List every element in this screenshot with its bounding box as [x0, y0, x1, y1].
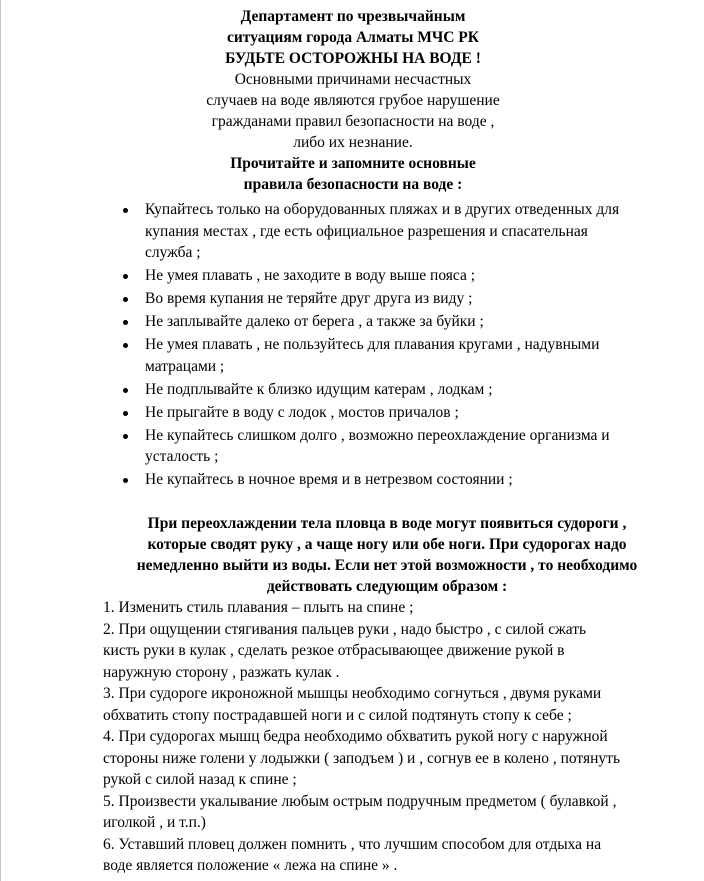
intro-text-line-3: гражданами правил безопасности на воде ,	[211, 113, 495, 130]
organization-name-line-1: Департамент по чрезвычайным	[240, 8, 466, 25]
step-line: 4. При судорогах мышц бедра необходимо обхватить рукой ногу с наружной	[103, 728, 608, 745]
rules-heading-line-2: правила безопасности на воде :	[243, 176, 463, 193]
list-item	[145, 402, 685, 424]
cramp-steps-list	[103, 597, 683, 877]
rule-text: служба ;	[145, 244, 201, 261]
intro-text-line-4: либо их незнание.	[293, 134, 413, 151]
step-line: 1. Изменить стиль плавания – плыть на спине ;	[103, 599, 414, 616]
list-item	[145, 311, 685, 333]
rule-text: Во время купания не теряйте друг друга из виду ;	[145, 290, 473, 307]
rule-text: матрацами ;	[145, 357, 225, 375]
step-line: 6. Уставший пловец должен помнить , что лучшим способом для отдыха на	[103, 835, 602, 853]
intro-text-line-1: Основными причинами несчастных	[234, 71, 472, 88]
list-item	[145, 288, 685, 310]
bullet-icon	[123, 478, 128, 483]
rule-text: Не умея плавать , не заходите в воду выше пояса ;	[145, 267, 476, 284]
intro-text-line-2: случаев на воде являются грубое нарушение	[206, 92, 500, 109]
rule-text: усталость ;	[145, 448, 219, 465]
rule-text: Не прыгайте в воду с лодок , мостов причалов ;	[145, 403, 459, 421]
cramp-intro-line-1: При переохлаждении тела пловца в воде могут появиться судороги ,	[147, 515, 627, 532]
step-line: кисть руки в кулак , сделать резкое отбрасывающее движение рукой в	[103, 642, 565, 659]
list-item	[145, 199, 685, 264]
rule-text: Не заплывайте далеко от берега , а также за буйки ;	[145, 313, 484, 330]
bullet-icon	[123, 434, 128, 439]
step-line: 3. При судороге икроножной мышцы необходимо согнуться , двумя руками	[103, 685, 602, 702]
bullet-icon	[123, 343, 128, 348]
rule-text: Не подплывайте к близко идущим катерам , лодкам ;	[145, 380, 493, 398]
list-item	[145, 334, 685, 377]
bullet-icon	[123, 208, 128, 213]
rule-text: Не купайтесь слишком долго , возможно переохлаждение организма и	[145, 426, 610, 444]
step-line: 5. Произвести укалывание любым острым подручным предметом ( булавкой ,	[103, 792, 617, 810]
list-item	[145, 265, 685, 287]
bullet-icon	[123, 297, 128, 302]
organization-name-line-2: ситуациям города Алматы МЧС РК	[226, 29, 480, 46]
cramp-intro-line-3: немедленно выйти из воды. Если нет этой возможности , то необходимо	[136, 557, 638, 574]
bullet-icon	[123, 411, 128, 416]
step-line: 2. При ощущении стягивания пальцев руки , надо быстро , с силой сжать	[103, 620, 587, 638]
step-line: воде является положение « лежа на спине » .	[103, 857, 398, 874]
rule-text: Купайтесь только на оборудованных пляжах и в других отведенных для	[145, 201, 620, 218]
cramp-intro-line-2: которые сводят руку , а чаще ногу или обе ноги. При судорогах надо	[147, 536, 627, 553]
document-header	[1, 6, 704, 195]
bullet-icon	[123, 274, 128, 279]
step-line: стороны ниже голени у лодыжки ( заподъем ) и , согнув ее в колено , потянуть	[103, 749, 621, 767]
safety-rules-list	[145, 199, 685, 492]
rules-heading-line-1: Прочитайте и запомните основные	[230, 155, 476, 172]
step-line: наружную сторону , разжать кулак .	[103, 663, 340, 681]
step-line: иголкой , и т.п.)	[103, 814, 206, 831]
bullet-icon	[123, 388, 128, 393]
rule-text: Не купайтесь в ночное время и в нетрезвом состоянии ;	[145, 471, 513, 488]
rule-text: купания местах , где есть официальное разрешения и спасательная	[145, 222, 588, 240]
warning-title: БУДЬТЕ ОСТОРОЖНЫ НА ВОДЕ !	[225, 50, 481, 67]
cramp-intro-line-4: действовать следующим образом :	[266, 578, 508, 595]
cramp-intro-paragraph	[101, 513, 673, 597]
step-line: обхватить стопу пострадавшей ноги и с силой подтянуть стопу к себе ;	[103, 706, 572, 724]
list-item	[145, 379, 685, 401]
list-item	[145, 469, 685, 491]
bullet-icon	[123, 320, 128, 325]
list-item	[145, 425, 685, 468]
step-line: рукой с силой назад к спине ;	[103, 771, 297, 788]
rule-text: Не умея плавать , не пользуйтесь для плавания кругами , надувными	[145, 336, 600, 353]
